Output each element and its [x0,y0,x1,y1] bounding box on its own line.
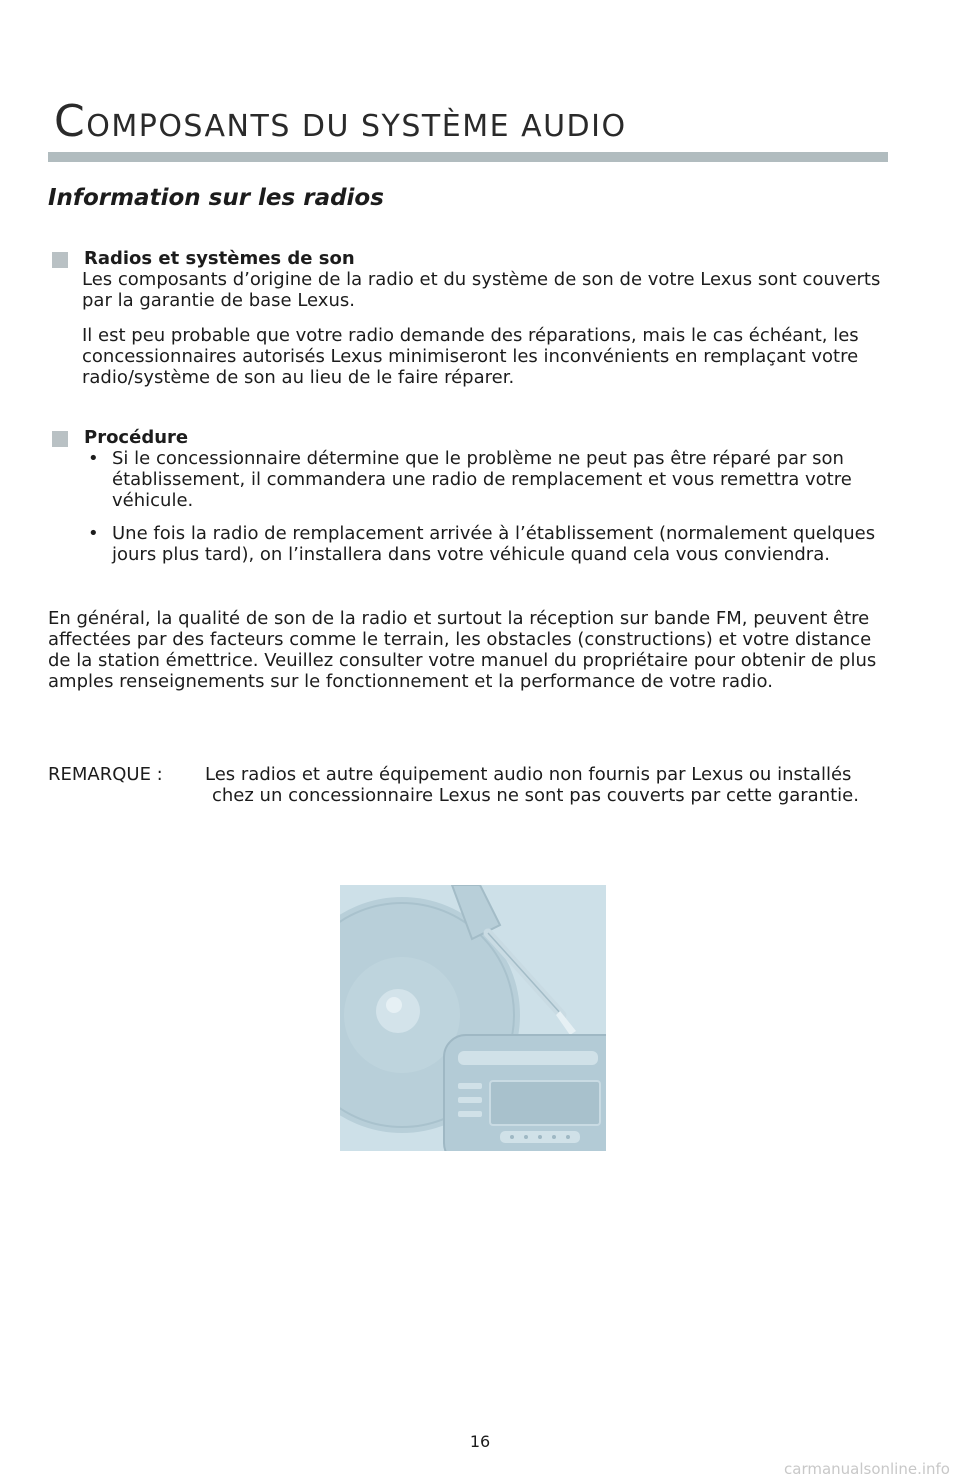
radio-unit-icon [444,1035,606,1151]
section-title: Procédure [84,427,189,448]
section-paragraph: Les composants d’origine de la radio et du système de son de votre Lexus sont couverts par la garantie de base Lexus. [82,269,881,311]
section-paragraph: Il est peu probable que votre radio demande des réparations, mais le cas échéant, les concessionnaires autorisés Lexus minimiseront les inconvénients en remplaçant votre radio/système de son au lieu de le faire réparer. [82,325,859,388]
square-bullet-icon [52,431,68,447]
title-rule [48,152,888,162]
square-bullet-icon [52,252,68,268]
general-paragraph: En général, la qualité de son de la radio et surtout la réception sur bande FM, peuvent être affectées par des facteurs comme le terrain, les obstacles (constructions) et votre distance de la station émettrice. Veuillez consulter votre manuel du propriétaire pour obtenir de plus amples renseignements sur le fonctionnement et la performance de votre radio. [48,608,877,692]
section-header [48,248,898,269]
note [48,764,898,806]
title-initial: C [54,96,87,147]
title-rest: OMPOSANTS DU SYSTÈME AUDIO [86,109,627,144]
list-item: • Si le concessionnaire détermine que le problème ne peut pas être réparé par son établissement, il commandera une radio de remplacement et vous remettra votre véhicule. [82,448,898,511]
bullet-list [82,448,898,565]
section-title: Radios et systèmes de son [84,248,355,269]
note-label: REMARQUE : [48,764,163,785]
page-title [54,96,627,147]
list-item: • Une fois la radio de remplacement arrivée à l’établissement (normalement quelques jours plus tard), on l’installera dans votre véhicule quand cela vous conviendra. [82,523,898,565]
radio-illustration [340,885,606,1151]
note-text: Les radios et autre équipement audio non fournis par Lexus ou installés chez un concessionnaire Lexus ne sont pas couverts par cette garantie. [205,764,859,806]
section-header [48,427,898,448]
section-subtitle: Information sur les radios [48,185,384,211]
section-radios [48,248,898,388]
section-procedure [48,427,898,577]
watermark: carmanualsonline.info [784,1460,950,1478]
page-number: 16 [469,1432,491,1451]
